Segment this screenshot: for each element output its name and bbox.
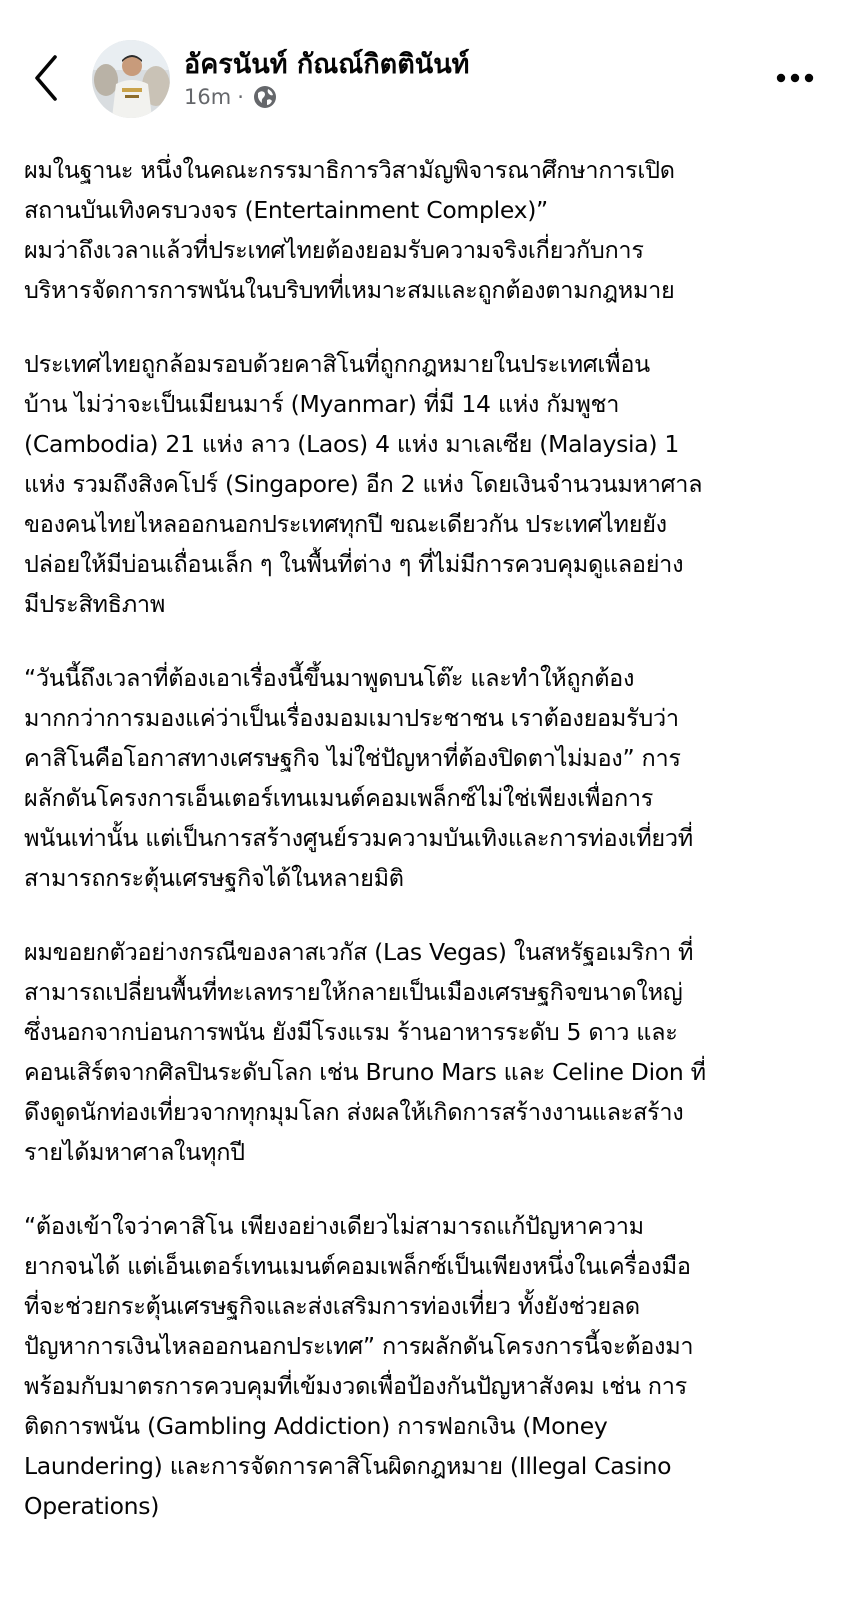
text-line: มีประสิทธิภาพ [24,590,166,618]
text-line: มากกว่าการมองแค่ว่าเป็นเรื่องมอมเมาประชาชน เราต้องยอมรับว่า [24,704,679,732]
text-line: สามารถกระตุ้นเศรษฐกิจได้ในหลายมิติ [24,864,404,892]
text-line: ติดการพนัน (Gambling Addiction) การฟอกเงิน (Money [24,1412,608,1440]
text-line: ดึงดูดนักท่องเที่ยวจากทุกมุมโลก ส่งผลให้เกิดการสร้างงานและสร้าง [24,1098,684,1126]
text-line: ปล่อยให้มีบ่อนเถื่อนเล็ก ๆ ในพื้นที่ต่าง ๆ ที่ไม่มีการควบคุมดูแลอย่าง [24,550,684,578]
avatar[interactable] [92,40,170,118]
text-line: “วันนี้ถึงเวลาที่ต้องเอาเรื่องนี้ขึ้นมาพูดบนโต๊ะ และทำให้ถูกต้อง [24,664,635,692]
text-line: “ต้องเข้าใจว่าคาสิโน เพียงอย่างเดียวไม่สามารถแก้ปัญหาความ [24,1212,644,1240]
text-line: พร้อมกับมาตรการควบคุมที่เข้มงวดเพื่อป้องกันปัญหาสังคม เช่น การ [24,1372,687,1400]
text-line: ซึ่งนอกจากบ่อนการพนัน ยังมีโรงแรม ร้านอาหารระดับ 5 ดาว และ [24,1018,678,1046]
author-name[interactable]: อัครนันท์ กัณณ์กิตตินันท์ [184,49,470,80]
text-line: (Cambodia) 21 แห่ง ลาว (Laos) 4 แห่ง มาเลเซีย (Malaysia) 1 [24,430,680,458]
post-body [24,150,854,1560]
text-line: Operations) [24,1492,160,1520]
post-paragraph [24,932,854,1172]
text-line: บ้าน ไม่ว่าจะเป็นเมียนมาร์ (Myanmar) ที่มี 14 แห่ง กัมพูชา [24,390,620,418]
text-line: ผลักดันโครงการเอ็นเตอร์เทนเมนต์คอมเพล็กซ์ไม่ใช่เพียงเพื่อการ [24,784,654,812]
text-line: ปัญหาการเงินไหลออกนอกประเทศ” การผลักดันโครงการนี้จะต้องมา [24,1332,694,1360]
post-paragraph [24,1206,854,1526]
meta-separator: · [237,85,244,109]
post-paragraph [24,658,854,898]
text-line: แห่ง รวมถึงสิงคโปร์ (Singapore) อีก 2 แห่ง โดยเงินจำนวนมหาศาล [24,470,703,498]
text-line: ของคนไทยไหลออกนอกประเทศทุกปี ขณะเดียวกัน ประเทศไทยยัง [24,510,667,538]
text-line: ยากจนได้ แต่เอ็นเตอร์เทนเมนต์คอมเพล็กซ์เป็นเพียงหนึ่งในเครื่องมือ [24,1252,691,1280]
text-line: พนันเท่านั้น แต่เป็นการสร้างศูนย์รวมความบันเทิงและการท่องเที่ยวที่ [24,824,693,852]
text-line: สามารถเปลี่ยนพื้นที่ทะเลทรายให้กลายเป็นเมืองเศรษฐกิจขนาดใหญ่ [24,978,683,1006]
more-options-button[interactable] [770,58,820,98]
text-line: สถานบันเทิงครบวงจร (Entertainment Complex)” [24,196,548,224]
text-line: บริหารจัดการการพนันในบริบทที่เหมาะสมและถูกต้องตามกฎหมาย [24,276,675,304]
more-horizontal-icon [775,72,815,84]
post-meta [184,84,278,110]
post-header [0,0,868,140]
text-line: ที่จะช่วยกระตุ้นเศรษฐกิจและส่งเสริมการท่องเที่ยว ทั้งยังช่วยลด [24,1292,640,1320]
chevron-left-icon [31,53,61,103]
post-paragraph [24,150,854,310]
post-time[interactable]: 16m [184,85,232,109]
back-button[interactable] [22,48,70,108]
text-line: ผมว่าถึงเวลาแล้วที่ประเทศไทยต้องยอมรับความจริงเกี่ยวกับการ [24,236,644,264]
text-line: Laundering) และการจัดการคาสิโนผิดกฎหมาย (Illegal Casino [24,1452,672,1480]
text-line: คาสิโนคือโอกาสทางเศรษฐกิจ ไม่ใช่ปัญหาที่ต้องปิดตาไม่มอง” การ [24,744,681,772]
text-line: ผมในฐานะ หนึ่งในคณะกรรมาธิการวิสามัญพิจารณาศึกษาการเปิด [24,156,675,184]
text-line: ประเทศไทยถูกล้อมรอบด้วยคาสิโนที่ถูกกฎหมายในประเทศเพื่อน [24,350,650,378]
post-paragraph [24,344,854,624]
text-line: คอนเสิร์ตจากศิลปินระดับโลก เช่น Bruno Mars และ Celine Dion ที่ [24,1058,706,1086]
text-line: ผมขอยกตัวอย่างกรณีของลาสเวกัส (Las Vegas) ในสหรัฐอเมริกา ที่ [24,938,694,966]
globe-icon [252,84,278,110]
text-line: รายได้มหาศาลในทุกปี [24,1138,245,1166]
